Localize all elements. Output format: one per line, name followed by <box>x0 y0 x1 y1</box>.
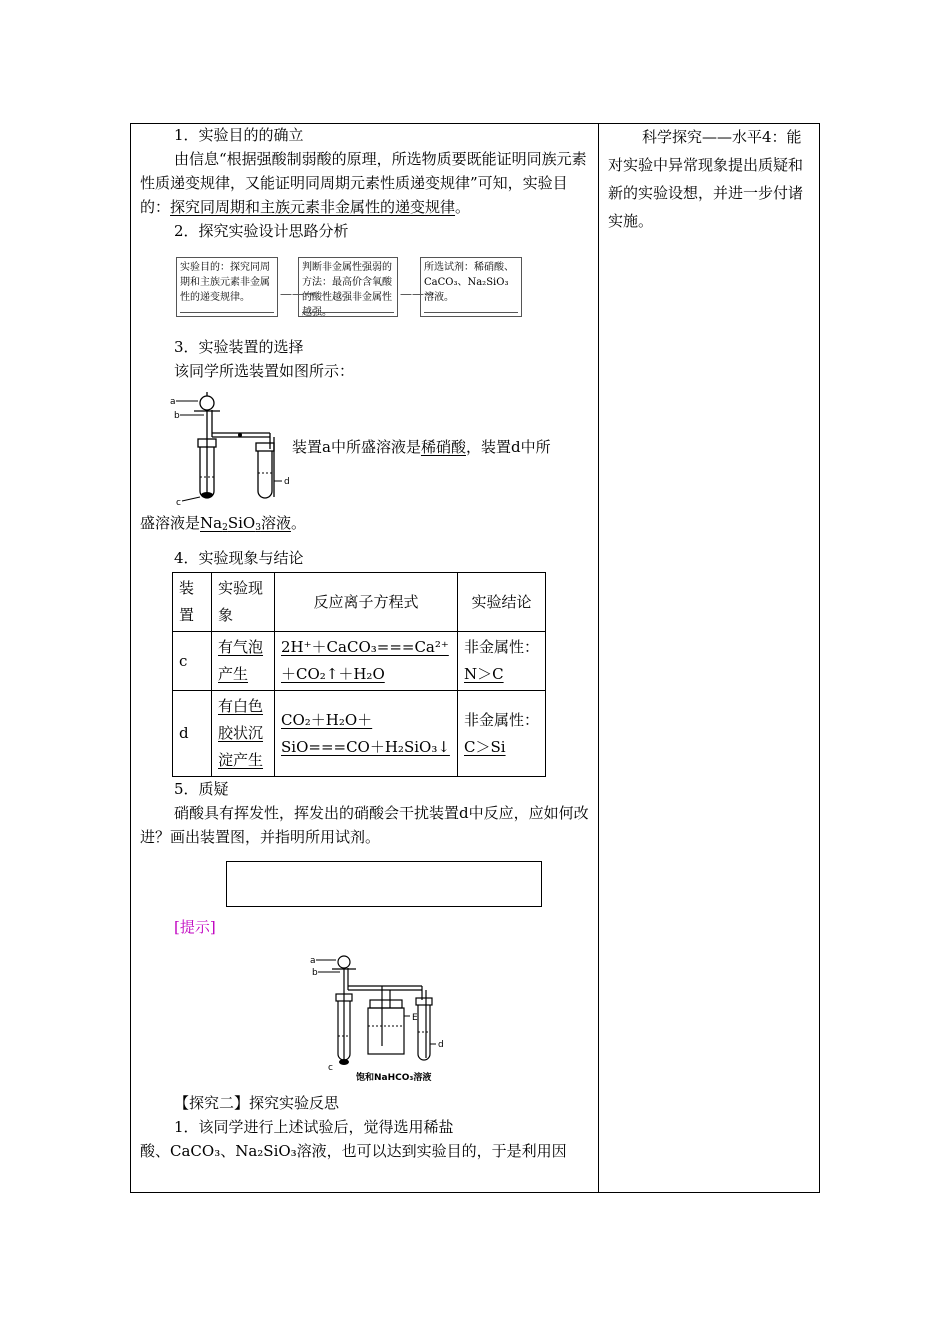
header-phenomenon: 实验现象 <box>212 573 275 632</box>
apparatus-2-label-a: a <box>310 956 316 966</box>
table-row <box>173 691 546 777</box>
row-c-phenomenon: 有气泡产生 <box>212 632 275 691</box>
row-c-conclusion-label: 非金属性： <box>464 638 540 656</box>
flow-arrow-2: ——→ <box>400 287 435 301</box>
flow-box-method: 判断非金属性强弱的方法：最高价含氧酸的酸性越强非金属性越强。 <box>298 257 398 317</box>
flow-arrow-1: ——→ <box>280 287 315 301</box>
answer-d-sio: SiO <box>227 514 256 532</box>
section-2-title: 2．探究实验设计思路分析 <box>174 222 349 240</box>
literacy-note: 科学探究——水平4：能对实验中异常现象提出质疑和新的实验设想，并进一步付诸实施。 <box>608 128 804 230</box>
row-c-device: c <box>173 632 212 691</box>
section-4-title: 4．实验现象与结论 <box>174 549 304 567</box>
main-column <box>140 123 592 1163</box>
section-3-title: 3．实验装置的选择 <box>174 338 304 356</box>
table-row <box>173 632 546 691</box>
table-header-row <box>173 573 546 632</box>
answer-d-sub1: 2 <box>222 523 228 533</box>
design-flow-diagram <box>140 249 592 331</box>
apparatus-2-label-b: b <box>312 968 318 978</box>
row-d-equation: CO₂＋H₂O＋SiO===CO＋H₂SiO₃↓ <box>275 691 458 777</box>
apparatus-text-b: ，装置d中所 <box>465 438 551 456</box>
apparatus-1-label-b: b <box>174 411 180 421</box>
section-3-answer-line <box>140 511 592 540</box>
apparatus-1-label-d: d <box>284 477 290 487</box>
header-equation: 反应离子方程式 <box>275 573 458 632</box>
explore-2-line-2: 酸、CaCO₃、Na₂SiO₃溶液，也可以达到实验目的，于是利用因 <box>140 1142 567 1160</box>
header-device: 装置 <box>173 573 212 632</box>
header-conclusion: 实验结论 <box>458 573 546 632</box>
section-5-title: 5．质疑 <box>174 780 229 798</box>
apparatus-text-end: 。 <box>290 514 306 532</box>
flow-box-reagents: 所选试剂：稀硝酸、CaCO₃、Na₂SiO₃溶液。 <box>420 257 522 317</box>
answer-drawing-box[interactable] <box>226 861 542 907</box>
answer-d-tail: 溶液 <box>260 514 291 532</box>
results-table <box>172 572 546 777</box>
row-d-conclusion-value: C＞Si <box>464 737 506 756</box>
explore-2-line-1: 1．该同学进行上述试验后，觉得选用稀盐 <box>174 1118 454 1136</box>
apparatus-2-label-e: E <box>412 1013 418 1023</box>
column-divider <box>598 123 599 1193</box>
side-column <box>608 123 813 235</box>
apparatus-diagram-2 <box>310 949 460 1087</box>
row-d-conclusion <box>458 691 546 777</box>
apparatus-1-label-a: a <box>170 397 176 407</box>
section-1-text: 由信息“根据强酸制弱酸的原理，所选物质要既能证明同族元素性质递变规律，又能证明同周期元素性质递变规律”可知，实验目的： <box>140 150 587 216</box>
row-c-conclusion <box>458 632 546 691</box>
section-5-body: 硝酸具有挥发性，挥发出的硝酸会干扰装置d中反应，应如何改进？画出装置图，并指明所用试剂。 <box>140 804 589 846</box>
answer-d-na: Na <box>200 514 223 532</box>
answer-d-sub2: 3 <box>255 523 261 533</box>
section-1-goal: 探究同周期和主族元素非金属性的递变规律 <box>170 198 456 216</box>
section-1-body <box>140 147 592 219</box>
row-c-conclusion-value: N＞C <box>464 665 504 683</box>
apparatus-description <box>292 435 592 459</box>
hint-label: [提示] <box>174 918 216 936</box>
row-c-equation: 2H⁺＋CaCO₃===Ca²⁺＋CO₂↑＋H₂O <box>275 632 458 691</box>
row-d-device: d <box>173 691 212 777</box>
row-d-phenomenon: 有白色胶状沉淀产生 <box>212 691 275 777</box>
apparatus-2-caption: 饱和NaHCO₃溶液 <box>356 1073 432 1083</box>
apparatus-text-a: 装置a中所盛溶液是 <box>292 438 421 456</box>
row-d-conclusion-label: 非金属性： <box>464 710 540 729</box>
section-1-end: 。 <box>455 198 471 216</box>
flow-box-goal: 实验目的：探究同周期和主族元素非金属性的递变规律。 <box>176 257 278 317</box>
answer-solution-a: 稀硝酸 <box>420 438 466 456</box>
apparatus-2-label-d: d <box>438 1040 444 1050</box>
answer-solution-d <box>200 514 291 532</box>
section-1-title: 1．实验目的的确立 <box>174 126 304 144</box>
apparatus-text-c: 盛溶液是 <box>140 514 201 532</box>
apparatus-row <box>140 387 592 507</box>
section-3-intro: 该同学所选装置如图所示： <box>174 362 355 380</box>
apparatus-2-label-c: c <box>328 1063 333 1073</box>
explore-2-title: 【探究二】探究实验反思 <box>174 1094 340 1112</box>
apparatus-1-label-c: c <box>176 498 181 507</box>
